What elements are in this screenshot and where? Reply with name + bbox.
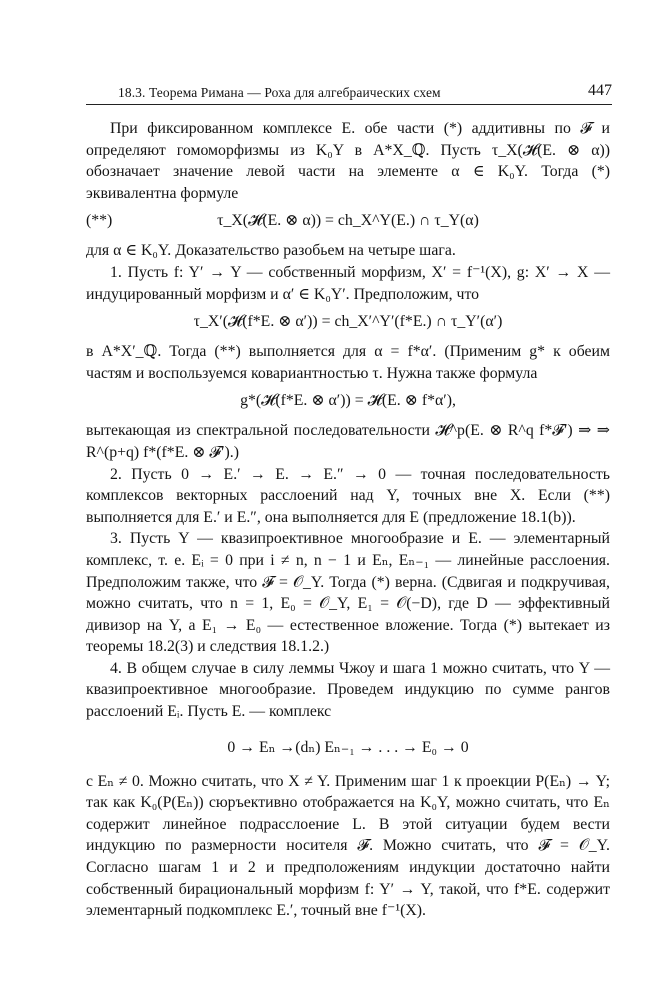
equation-4 (86, 737, 610, 761)
equation-1-tag: (**) (86, 212, 113, 230)
paragraph-9: с Eₙ ≠ 0. Можно считать, что X ≠ Y. Применим шаг 1 к проекции P(Eₙ) → Y; так как K₀(P(Eₙ)) сюръективно отображается на K₀Y, можно считать, что Eₙ содержит линейное подрасслоение L. В этой ситуации будем вести индукцию по размерности носителя 𝓕. Можно считать, что 𝓕 = 𝒪_Y. Согласно шагам 1 и 2 и предположениям индукции достаточно найти собственный бирациональный морфизм f: Y′ → Y, такой, что f*E. содержит элементарный подкомплекс E.′, точный вне f⁻¹(X). (86, 772, 610, 920)
header-rule (86, 104, 612, 105)
equation-3 (86, 390, 610, 414)
page-body (86, 118, 610, 922)
page-number: 447 (588, 82, 612, 99)
equation-1-formula: τ_X(𝓗(E. ⊗ α)) = ch_X^Y(E.) ∩ τ_Y(α) (217, 212, 479, 230)
paragraph-step-1: 1. Пусть f: Y′ → Y — собственный морфизм, X′ = f⁻¹(X), g: X′ → X — индуцированный морфизм и α′ ∈ K₀Y′. Предположим, что (86, 263, 610, 303)
paragraph-step-2: 2. Пусть 0 → E.′ → E. → E.″ → 0 — точная последовательность комплексов векторных расслоений над Y, точных вне X. Если (**) выполняется для E.′ и E.″, она выполняется для E (предложение 18.1(b)). (86, 465, 610, 526)
paragraph-5: вытекающая из спектральной последовательности 𝓗^p(E. ⊗ R^q f*𝓕′) ⇒ ⇒ R^(p+q) f*(f*E. ⊗ 𝓕′).) (86, 422, 610, 461)
paragraph-1: При фиксированном комплексе E. обе части (*) аддитивны по 𝓕 и определяют гомоморфизмы из K₀Y в A*X_ℚ. Пусть τ_X(𝓗(E. ⊗ α)) обозначает значение левой части на элементе α ∈ K₀Y. Тогда (*) эквивалентна формуле (86, 120, 610, 202)
equation-3-formula: g*(𝓗(f*E. ⊗ α′)) = 𝓗(E. ⊗ f*α′), (240, 392, 456, 410)
equation-2 (86, 311, 610, 335)
running-title: 18.3. Теорема Римана — Роха для алгебраических схем (118, 85, 441, 100)
equation-4-formula: 0 → Eₙ →(dₙ) Eₙ₋₁ → . . . → E₀ → 0 (227, 738, 469, 756)
paragraph-step-4: 4. В общем случае в силу леммы Чжоу и шага 1 можно считать, что Y — квазипроективное многообразие. Проведем индукцию по сумме рангов расслоений Eᵢ. Пусть E. — комплекс (86, 659, 610, 721)
equation-1 (86, 210, 610, 234)
equation-2-formula: τ_X′(𝓗(f*E. ⊗ α′)) = ch_X′^Y′(f*E.) ∩ τ_Y′(α′) (193, 313, 503, 331)
paragraph-2: для α ∈ K₀Y. Доказательство разобьем на четыре шага. (86, 242, 456, 260)
running-header (86, 82, 612, 104)
paragraph-4: в A*X′_ℚ. Тогда (**) выполняется для α = f*α′. (Применим g* к обеим частям и воспользуемся ковариантностью τ. Нужна также формула (86, 343, 610, 382)
paragraph-step-3: 3. Пусть Y — квазипроективное многообразие и E. — элементарный комплекс, т. е. Eᵢ = 0 при i ≠ n, n − 1 и Eₙ, Eₙ₋₁ — линейные расслоения. Предположим также, что 𝓕 = 𝒪_Y. Тогда (*) верна. (Сдвигая и подкручивая, можно считать, что n = 1, E₀ = 𝒪_Y, E₁ = 𝒪(−D), где D — эффективный дивизор на Y, а E₁ → E₀ — естественное вложение. Тогда (*) вытекает из теоремы 18.2(3) и следствия 18.1.2.) (86, 530, 610, 656)
